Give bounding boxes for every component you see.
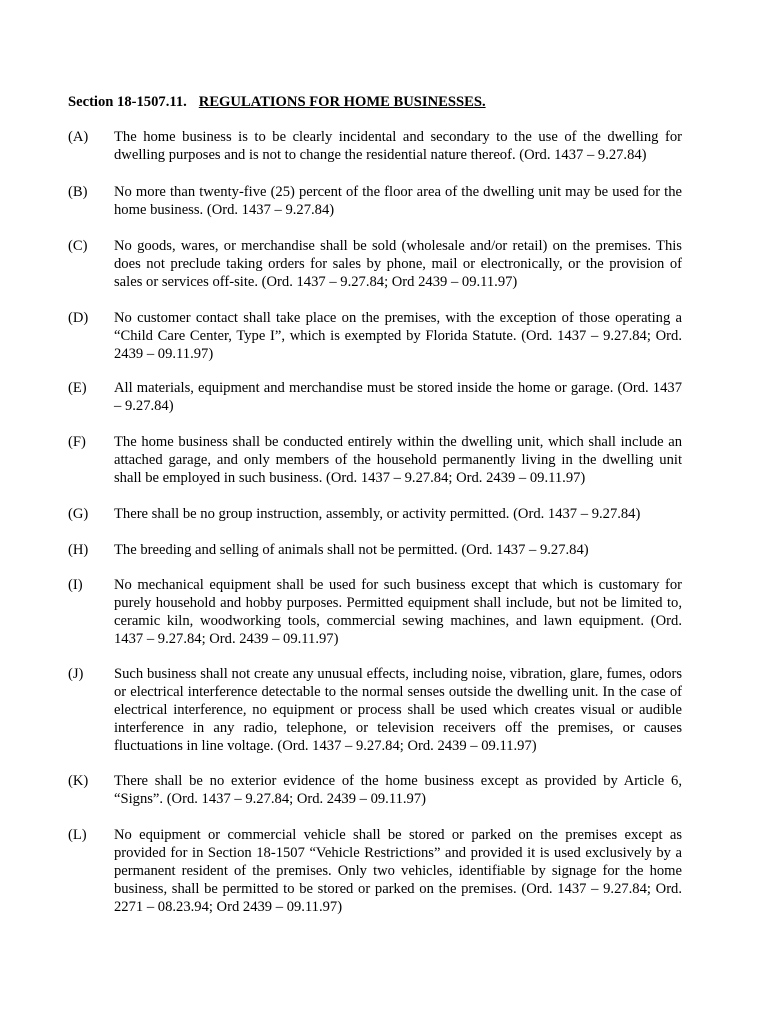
section-heading [68, 92, 708, 112]
item-text: No goods, wares, or merchandise shall be sold (wholesale and/or retail) on the premises. This does not preclude taking orders for sales by phone, mail or electronically, or the provision of sales or services off-site. (Ord. 1437 – 9.27.84; Ord 2439 – 09.11.97) [114, 238, 682, 290]
item-label: (B) [68, 184, 88, 200]
section-number: Section 18-1507.11. [68, 94, 187, 110]
item-label: (C) [68, 238, 88, 254]
item-label: (K) [68, 773, 89, 789]
item-label: (G) [68, 506, 89, 522]
item-text: The home business is to be clearly incidental and secondary to the use of the dwelling for dwelling purposes and is not to change the residential nature thereof. (Ord. 1437 – 9.27.84) [114, 129, 682, 163]
section-title: REGULATIONS FOR HOME BUSINESSES. [198, 94, 486, 110]
item-text: Such business shall not create any unusual effects, including noise, vibration, glare, fumes, odors or electrical interference detectable to the normal senses outside the dwelling unit. In the case of electrical interference, no equipment or process shall be used which creates visual or audible interference in any radio, telephone, or television receivers off the premises, or causes fluctuations in line voltage. (Ord. 1437 – 9.27.84; Ord. 2439 – 09.11.97) [114, 666, 682, 754]
item-text: All materials, equipment and merchandise must be stored inside the home or garage. (Ord. 1437 – 9.27.84) [114, 380, 682, 414]
item-label: (E) [68, 380, 87, 396]
item-text: No more than twenty-five (25) percent of the floor area of the dwelling unit may be used for the home business. (Ord. 1437 – 9.27.84) [114, 184, 682, 218]
item-text: There shall be no group instruction, assembly, or activity permitted. (Ord. 1437 – 9.27.84) [114, 506, 641, 522]
item-label: (F) [68, 434, 86, 450]
item-label: (A) [68, 129, 89, 145]
item-text: No equipment or commercial vehicle shall be stored or parked on the premises except as provided for in Section 18-1507 “Vehicle Restrictions” and provided it is used exclusively by a permanent resident of the premises. Only two vehicles, identifiable by signage for the home business, shall be permitted to be stored or parked on the premises. (Ord. 1437 – 9.27.84; Ord. 2271 – 08.23.94; Ord 2439 – 09.11.97) [114, 827, 682, 915]
item-label: (I) [68, 577, 83, 593]
item-text: The breeding and selling of animals shall not be permitted. (Ord. 1437 – 9.27.84) [114, 542, 589, 558]
item-text: There shall be no exterior evidence of the home business except as provided by Article 6, “Signs”. (Ord. 1437 – 9.27.84; Ord. 2439 – 09.11.97) [114, 773, 682, 807]
item-text: No customer contact shall take place on the premises, with the exception of those operating a “Child Care Center, Type I”, which is exempted by Florida Statute. (Ord. 1437 – 9.27.84; Ord. 2439 – 09.11.97) [114, 310, 682, 362]
item-label: (J) [68, 666, 84, 682]
item-label: (H) [68, 542, 89, 558]
item-label: (D) [68, 310, 89, 326]
item-text: The home business shall be conducted entirely within the dwelling unit, which shall include an attached garage, and only members of the household permanently living in the dwelling unit shall be employed in such business. (Ord. 1437 – 9.27.84; Ord. 2439 – 09.11.97) [114, 434, 682, 486]
item-text: No mechanical equipment shall be used for such business except that which is customary for purely household and hobby purposes. Permitted equipment shall include, but not be limited to, ceramic kiln, woodworking tools, commercial sewing machines, and lawn equipment. (Ord. 1437 – 9.27.84; Ord. 2439 – 09.11.97) [114, 577, 682, 647]
item-label: (L) [68, 827, 87, 843]
